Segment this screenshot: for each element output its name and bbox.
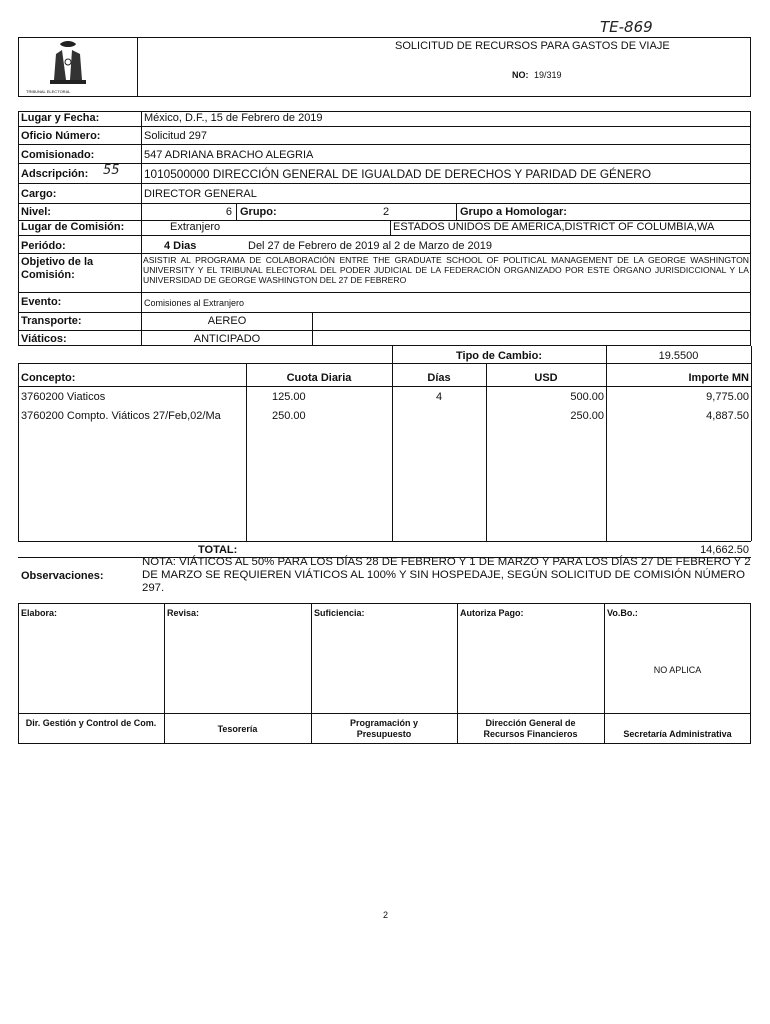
observaciones-label: Observaciones: <box>21 570 104 582</box>
tribunal-logo-icon <box>38 40 98 88</box>
col-dias-header: Días <box>427 372 451 384</box>
col-concepto-header: Concepto: <box>21 372 76 384</box>
lugar-comision-destination: ESTADOS UNIDOS DE AMERICA,DISTRICT OF COLUMBIA,WA <box>393 221 715 233</box>
row-cuota: 125.00 <box>272 391 306 403</box>
form-title: SOLICITUD DE RECURSOS PARA GASTOS DE VIAJE <box>395 40 670 52</box>
periodo-label: Periódo: <box>21 240 66 252</box>
sig-elabora-label: Elabora: <box>21 608 58 618</box>
col-cuota-header: Cuota Diaria <box>286 372 352 384</box>
col-importe-header: Importe MN <box>688 372 749 384</box>
exchange-rate-label: Tipo de Cambio: <box>456 350 542 362</box>
evento-value: Comisiones al Extranjero <box>144 298 245 308</box>
objetivo-label: Objetivo de la Comisión: <box>21 256 94 281</box>
transporte-label: Transporte: <box>21 315 82 327</box>
row-importe: 9,775.00 <box>706 391 749 403</box>
nivel-value: 6 <box>225 206 232 218</box>
lugar-comision-value: Extranjero <box>170 221 221 233</box>
row-dias: 4 <box>435 391 443 403</box>
row-usd: 500.00 <box>570 391 604 403</box>
sig-suficiencia-label: Suficiencia: <box>314 608 365 618</box>
total-value: 14,662.50 <box>700 544 749 556</box>
comisionado-label: Comisionado: <box>21 149 95 161</box>
row-usd: 250.00 <box>570 410 604 422</box>
cargo-label: Cargo: <box>21 188 57 200</box>
page-number: 2 <box>383 910 389 920</box>
viaticos-label: Viáticos: <box>21 333 67 345</box>
oficio-value: Solicitud 297 <box>144 130 207 142</box>
evento-label: Evento: <box>21 296 62 308</box>
adscripcion-handwritten: 55 <box>103 163 120 178</box>
row-importe: 4,887.50 <box>706 410 749 422</box>
sig-autoriza-label: Autoriza Pago: <box>460 608 524 618</box>
viaticos-value: ANTICIPADO <box>193 333 261 345</box>
row-concepto: 3760200 Compto. Viáticos 27/Feb,02/Ma <box>21 410 221 422</box>
lugar-fecha-value: México, D.F., 15 de Febrero de 2019 <box>144 112 323 124</box>
adscripcion-value: 1010500000 DIRECCIÓN GENERAL DE IGUALDAD DE DERECHOS Y PARIDAD DE GÉNERO <box>144 167 651 181</box>
comisionado-value: 547 ADRIANA BRACHO ALEGRIA <box>144 149 314 161</box>
col-usd-header: USD <box>534 372 558 384</box>
sig-programacion: Programación y Presupuesto <box>349 718 419 739</box>
oficio-label: Oficio Número: <box>21 130 101 142</box>
nivel-label: Nivel: <box>21 206 51 218</box>
periodo-value: Del 27 de Febrero de 2019 al 2 de Marzo de 2019 <box>248 240 492 252</box>
row-concepto: 3760200 Viaticos <box>21 391 106 403</box>
sig-secretaria: Secretaría Administrativa <box>623 729 732 739</box>
cargo-value: DIRECTOR GENERAL <box>144 188 257 200</box>
lugar-comision-label: Lugar de Comisión: <box>21 221 125 233</box>
sig-tesoreria: Tesorería <box>217 724 258 734</box>
row-cuota: 250.00 <box>272 410 306 422</box>
observaciones-text: NOTA: VIÁTICOS AL 50% PARA LOS DÍAS 28 DE FEBRERO Y 1 DE MARZO Y PARA LOS DÍAS 27 DE FEBRERO Y 2 DE MARZO SE REQUIEREN VIÁTICOS AL 100% Y SIN HOSPEDAJE, SEGÚN SOLICITUD DE COMISIÓN NÚMERO 297. <box>142 556 751 594</box>
periodo-dias: 4 Dias <box>164 240 197 252</box>
objetivo-value: ASISTIR AL PROGRAMA DE COLABORACIÓN ENTRE THE GRADUATE SCHOOL OF POLITICAL MANAGEMENT DE LA GEORGE WASHINGTON UNIVERSITY Y EL TRIBUNAL ELECTORAL DEL PODER JUDICIAL DE LA FEDERACIÓN ORGANIZADO POR ESTE ÓRGANO JURISDICCIONAL Y LA UNIVERSIDAD DE GEORGE WASHINGTON DEL 27 DE FEBRERO <box>143 255 749 285</box>
grupo-label: Grupo: <box>240 206 277 218</box>
handwritten-reference: TE-869 <box>600 18 653 36</box>
transporte-value: AEREO <box>207 315 247 327</box>
form-no-label: NO: <box>512 70 529 80</box>
sig-direccion-recursos: Dirección General de Recursos Financieros <box>483 718 578 739</box>
sig-vobo-label: Vo.Bo.: <box>607 608 638 618</box>
grupo-homologar-label: Grupo a Homologar: <box>460 206 567 218</box>
form-no-value: 19/319 <box>534 70 562 80</box>
sig-revisa-label: Revisa: <box>167 608 200 618</box>
adscripcion-label: Adscripción: <box>21 168 89 180</box>
logo-caption: TRIBUNAL ELECTORAL <box>26 89 71 94</box>
total-label: TOTAL: <box>198 544 238 556</box>
grupo-value: 2 <box>383 206 390 218</box>
no-aplica-text: NO APLICA <box>653 665 702 675</box>
exchange-rate-value: 19.5500 <box>658 350 699 362</box>
sig-dir-gestion: Dir. Gestión y Control de Com. <box>25 718 157 728</box>
lugar-fecha-label: Lugar y Fecha: <box>21 112 100 124</box>
